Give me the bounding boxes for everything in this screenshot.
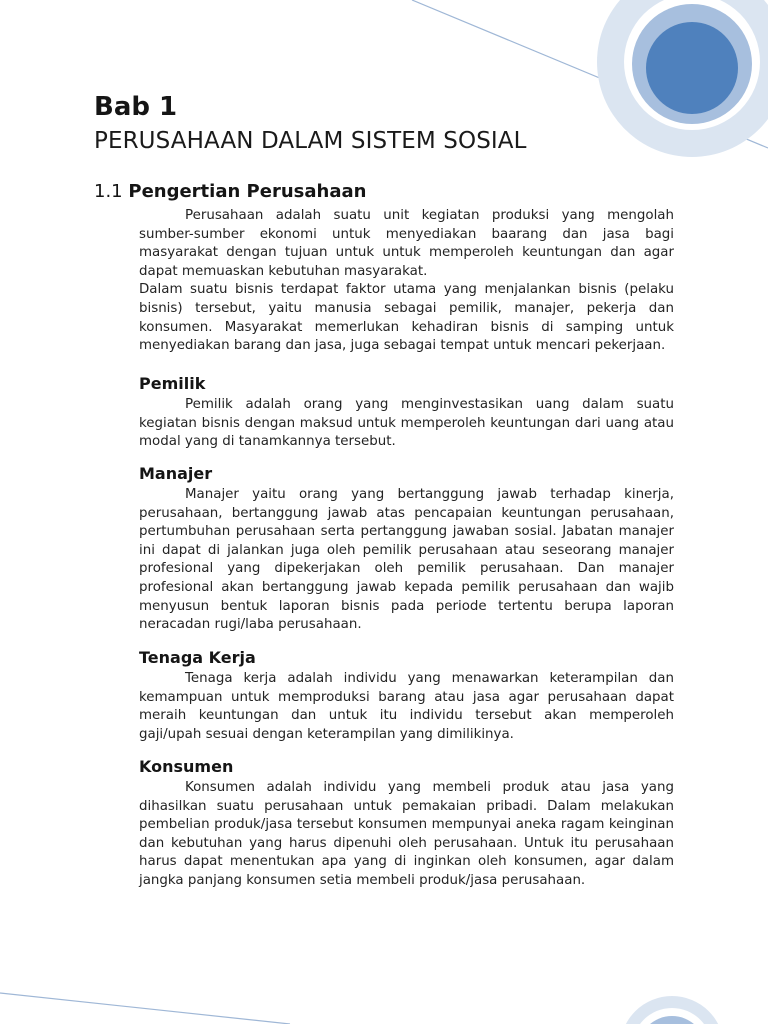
section-body — [139, 207, 674, 356]
subsection-title-tenaga-kerja: Tenaga Kerja — [139, 648, 256, 667]
chapter-title: PERUSAHAAN DALAM SISTEM SOSIAL — [94, 128, 527, 154]
subsection-text-manajer: Manajer yaitu orang yang bertanggung jawab terhadap kinerja, perusahaan, bertanggung jawab atas pencapaian keuntungan perusahaan, pertumbuhan perusahaan serta pertanggung jawaban sosial. Jabatan manajer ini dapat di jalankan juga oleh pemilik perusahaan atau seseorang manajer profesional yang dipekerjakan oleh pemilik perusahaan. Dan manajer profesional akan bertanggung jawab kepada pemilik perusahaan dan wajib menyusun bentuk laporan bisnis pada periode tertentu berupa laporan neracadan rugi/laba perusahaan. — [139, 487, 674, 633]
subsection-text-konsumen: Konsumen adalah individu yang membeli produk atau jasa yang dihasilkan suatu perusahaan untuk pemakaian pribadi. Dalam melakukan pembelian produk/jasa tersebut konsumen mempunyai aneka ragam keinginan dan kebutuhan yang harus dipenuhi oleh perusahaan. Untuk itu perusahaan harus dapat menentukan apa yang di inginkan oleh konsumen, agar dalam jangka panjang konsumen setia membeli produk/jasa perusahaan. — [139, 780, 674, 888]
section-heading — [94, 181, 366, 202]
subsection-body-konsumen — [139, 779, 674, 891]
section-paragraph-2: Dalam suatu bisnis terdapat faktor utama yang menjalankan bisnis (pelaku bisnis) tersebut, yaitu manusia sebagai pemilik, manajer, pekerja dan konsumen. Masyarakat memerlukan kehadiran bisnis di samping untuk menyediakan barang dan jasa, juga sebagai tempat untuk mencari pekerjaan. — [139, 282, 674, 354]
subsection-title-konsumen: Konsumen — [139, 757, 234, 776]
chapter-label: Bab 1 — [94, 92, 178, 122]
subsection-title-manajer: Manajer — [139, 464, 213, 483]
section-paragraph-1: Perusahaan adalah suatu unit kegiatan produksi yang mengolah sumber-sumber ekonomi untuk menyediakan baarang dan jasa bagi masyarakat dengan tujuan untuk untuk memperoleh keuntungan dan agar dapat memuaskan kebutuhan masyarakat. — [139, 208, 674, 279]
section-title: Pengertian Perusahaan — [128, 181, 367, 202]
subsection-body-pemilik — [139, 396, 674, 452]
subsection-text-tenaga-kerja: Tenaga kerja adalah individu yang menawarkan keterampilan dan kemampuan untuk memproduksi barang atau jasa agar perusahaan dapat meraih keuntungan dan untuk itu individu tersebut akan memperoleh gaji/upah sesuai dengan keterampilan yang dimilikinya. — [139, 671, 674, 742]
subsection-text-pemilik: Pemilik adalah orang yang menginvestasikan uang dalam suatu kegiatan bisnis dengan maksud untuk memperoleh keuntungan dari uang atau modal yang di tanamkannya tersebut. — [139, 397, 674, 450]
subsection-body-manajer — [139, 486, 674, 635]
section-number: 1.1 — [94, 181, 123, 202]
subsection-body-tenaga-kerja — [139, 670, 674, 744]
subsection-title-pemilik: Pemilik — [139, 374, 206, 393]
